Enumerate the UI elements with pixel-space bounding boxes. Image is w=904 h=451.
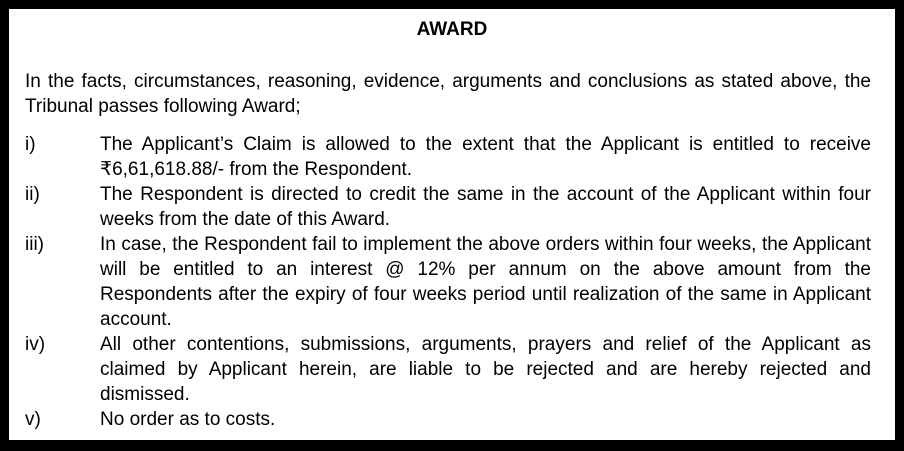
award-item-iv: [25, 332, 871, 407]
award-items-list: [25, 132, 871, 432]
item-marker: iv): [25, 334, 46, 355]
award-item-iii: [25, 232, 871, 332]
award-item-v: [25, 407, 871, 432]
item-marker: ii): [25, 184, 40, 205]
item-marker: i): [25, 134, 36, 155]
item-text: The Applicant’s Claim is allowed to the extent that the Applicant is entitled to receive ₹6,61,618.88/- from the Respondent.: [100, 134, 871, 180]
award-heading: AWARD: [416, 19, 488, 40]
award-item-ii: [25, 182, 871, 232]
award-item-i: [25, 132, 871, 182]
intro-paragraph: In the facts, circumstances, reasoning, evidence, arguments and conclusions as stated above, the Tribunal passes following Award;: [25, 71, 871, 117]
item-text: No order as to costs.: [100, 409, 276, 430]
item-text: In case, the Respondent fail to implement the above orders within four weeks, the Applicant will be entitled to an interest @ 12% per annum on the above amount from the Respondents after the expiry of four weeks period until realization of the same in Applicant account.: [100, 234, 871, 330]
item-marker: v): [25, 409, 41, 430]
item-text: All other contentions, submissions, arguments, prayers and relief of the Applicant as claimed by Applicant herein, are liable to be rejected and are hereby rejected and dismissed.: [100, 334, 871, 405]
document-page: [9, 9, 895, 440]
item-text: The Respondent is directed to credit the same in the account of the Applicant within four weeks from the date of this Award.: [100, 184, 871, 230]
item-marker: iii): [25, 234, 44, 255]
